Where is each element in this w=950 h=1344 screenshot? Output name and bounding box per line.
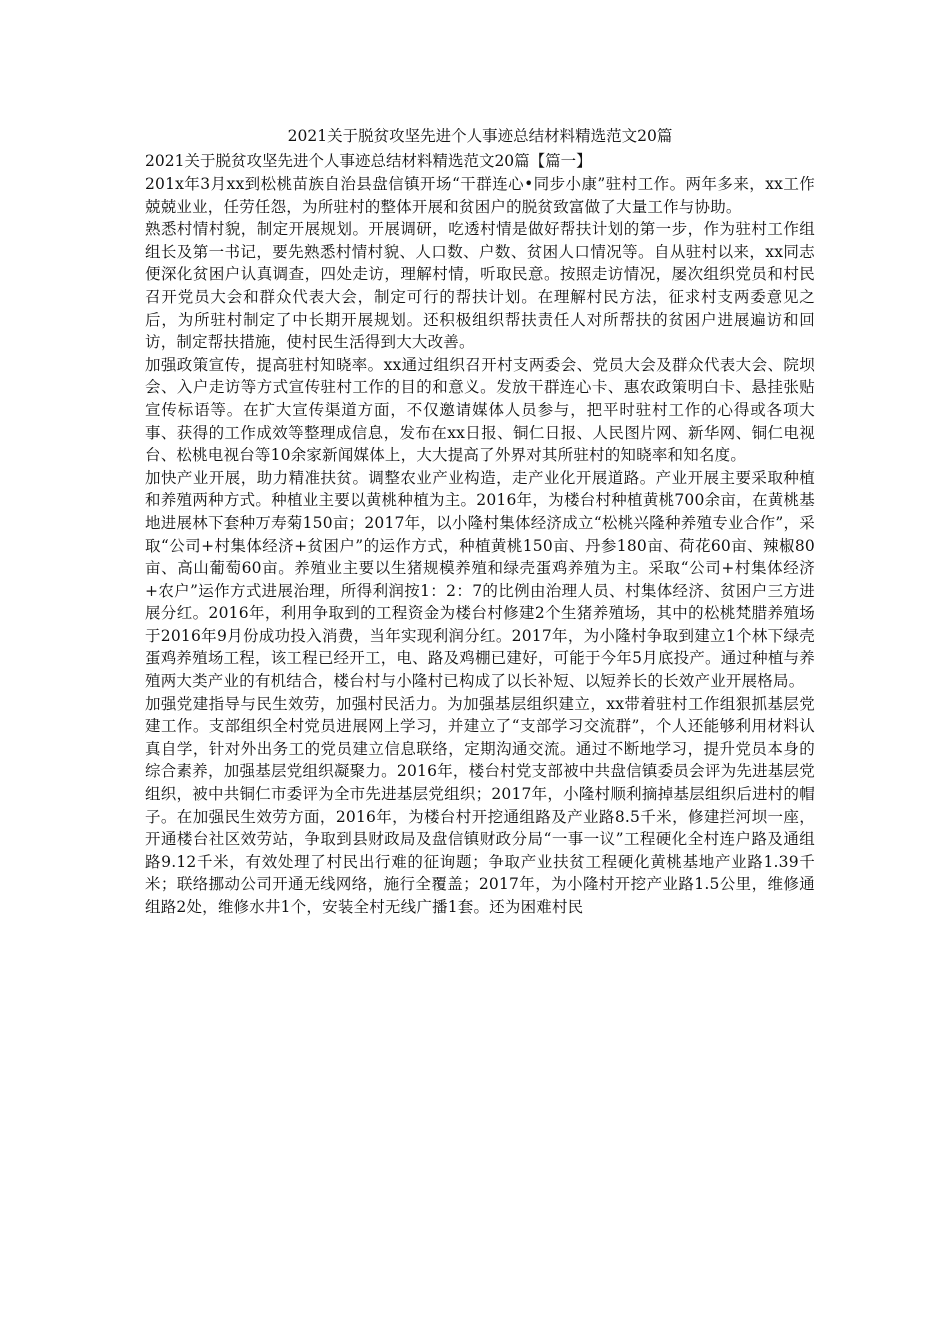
paragraph-village-survey: 熟悉村情村貌，制定开展规划。开展调研，吃透村情是做好帮扶计划的第一步，作为驻村工作组组长及第一书记，要先熟悉村情村貌、人口数、户数、贫困人口情况等。自从驻村以来，xx同志便深化贫困户认真调查，四处走访，理解村情，听取民意。按照走访情况，屡次组织党员和村民召开党员大会和群众代表大会，制定可行的帮扶计划。在理解村民方法，征求村支两委意见之后，为所驻村制定了中长期开展规划。还积极组织帮扶责任人对所帮扶的贫困户进展遍访和回访，制定帮扶措施，使村民生活得到大大改善。 <box>145 220 815 352</box>
paragraph-party-building: 加强党建指导与民生效劳，加强村民活力。为加强基层组织建立，xx带着驻村工作组狠抓基层党建工作。支部组织全村党员进展网上学习，并建立了“支部学习交流群”，个人还能够利用材料认真自学，针对外出务工的党员建立信息联络，定期沟通交流。通过不断地学习，提升党员本身的综合素养，加强基层党组织凝聚力。2016年，楼台村党支部被中共盘信镇委员会评为先进基层党组织，被中共铜仁市委评为全市先进基层党组织；2017年，小隆村顺利摘掉基层组织后进村的帽子。在加强民生效劳方面，2016年，为楼台村开挖通组路及产业路8.5千米，修建拦河坝一座，开通楼台社区效劳站，争取到县财政局及盘信镇财政分局“一事一议”工程硬化全村连户路及通组路9.12千米，有效处理了村民出行难的征询题；争取产业扶贫工程硬化黄桃基地产业路1.39千米；联络挪动公司开通无线网络，施行全覆盖；2017年，为小隆村开挖产业路1.5公里，维修通组路2处，维修水井1个，安装全村无线广播1套。还为困难村民 <box>145 694 815 916</box>
paragraph-industry-development: 加快产业开展，助力精准扶贫。调整农业产业构造，走产业化开展道路。产业开展主要采取种植和养殖两种方式。种植业主要以黄桃种植为主。2016年，为楼台村种植黄桃700余亩，在黄桃基地进展林下套种万寿菊150亩；2017年，以小隆村集体经济成立“松桃兴隆种养殖专业合作”，采取“公司+村集体经济+贫困户”的运作方式，种植黄桃150亩、丹参180亩、荷花60亩、辣椒80亩、高山葡萄60亩。养殖业主要以生猪规模养殖和绿壳蛋鸡养殖为主。采取“公司+村集体经济+农户”运作方式进展治理，所得利润按1：2：7的比例由治理人员、村集体经济、贫困户三方进展分红。2016年，利用争取到的工程资金为楼台村修建2个生猪养殖场，其中的松桃梵腊养殖场于2016年9月份成功投入消费，当年实现利润分红。2017年，为小隆村争取到建立1个林下绿壳蛋鸡养殖场工程，该工程已经开工，电、路及鸡棚已建好，可能于今年5月底投产。通过种植与养殖两大类产业的有机结合，楼台村与小隆村已构成了以长补短、以短养长的长效产业开展格局。 <box>145 468 815 691</box>
document-title: 2021关于脱贫攻坚先进个人事迹总结材料精选范文20篇 <box>287 127 673 145</box>
section-heading: 2021关于脱贫攻坚先进个人事迹总结材料精选范文20篇【篇一】 <box>145 152 592 170</box>
paragraph-intro: 201x年3月xx到松桃苗族自治县盘信镇开场“干群连心•同步小康”驻村工作。两年多来，xx工作兢兢业业，任劳任怨，为所驻村的整体开展和贫困户的脱贫致富做了大量工作与协助。 <box>145 175 815 216</box>
paragraph-policy-promotion: 加强政策宣传，提高驻村知晓率。xx通过组织召开村支两委会、党员大会及群众代表大会、院坝会、入户走访等方式宣传驻村工作的目的和意义。发放干群连心卡、惠农政策明白卡、悬挂张贴宣传标语等。在扩大宣传渠道方面，不仅邀请媒体人员参与，把平时驻村工作的心得或各项大事、获得的工作成效等整理成信息，发布在xx日报、铜仁日报、人民图片网、新华网、铜仁电视台、松桃电视台等10余家新闻媒体上，大大提高了外界对其所驻村的知晓率和知名度。 <box>145 355 815 465</box>
document-body <box>145 123 815 919</box>
